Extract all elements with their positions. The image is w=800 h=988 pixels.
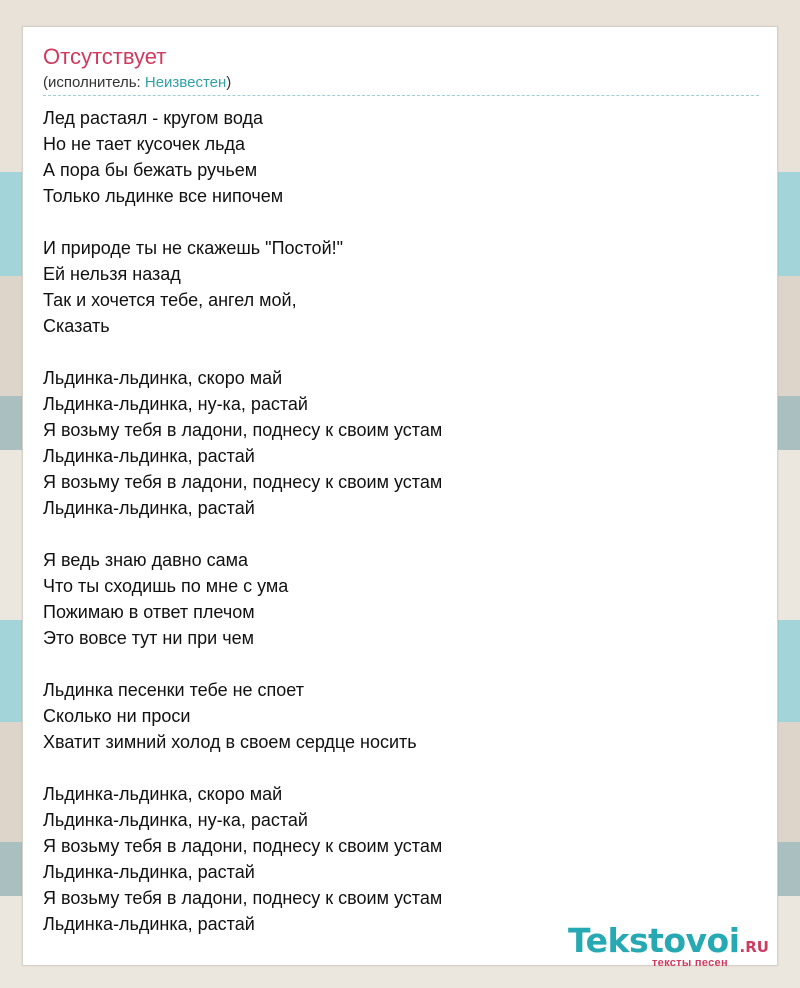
lyric-line: Хватит зимний холод в своем сердце носить — [43, 732, 417, 752]
lyric-line: Пожимаю в ответ плечом — [43, 602, 255, 622]
lyric-line: Так и хочется тебе, ангел мой, — [43, 290, 297, 310]
artist-line — [43, 73, 231, 93]
site-logo[interactable] — [568, 923, 778, 973]
lyric-line: Я возьму тебя в ладони, поднесу к своим устам — [43, 420, 443, 440]
artist-prefix: (исполнитель: — [43, 74, 145, 91]
stanza-break — [43, 339, 759, 365]
dashed-divider — [43, 95, 759, 96]
lyric-line: Льдинка песенки тебе не споет — [43, 680, 304, 700]
lyric-line: Льдинка-льдинка, скоро май — [43, 784, 283, 804]
lyric-line: Льдинка-льдинка, скоро май — [43, 368, 283, 388]
lyric-line: Лед растаял - кругом вода — [43, 108, 263, 128]
lyric-line: Ей нельзя назад — [43, 264, 181, 284]
lyric-line: Я ведь знаю давно сама — [43, 550, 248, 570]
song-title: Отсутствует — [43, 44, 167, 69]
lyric-line: И природе ты не скажешь "Постой!" — [43, 238, 344, 258]
lyric-line: Сказать — [43, 316, 110, 336]
lyric-line: Это вовсе тут ни при чем — [43, 628, 254, 648]
stanza-break — [43, 209, 759, 235]
lyric-line: Льдинка-льдинка, растай — [43, 498, 255, 518]
logo-domain: .RU — [739, 938, 769, 956]
lyric-line: Но не тает кусочек льда — [43, 134, 246, 154]
logo-wordmark: Tekstovoi — [568, 921, 740, 960]
artist-suffix: ) — [226, 74, 232, 91]
lyric-line: Что ты сходишь по мне с ума — [43, 576, 289, 596]
stanza-break — [43, 651, 759, 677]
lyric-line: Я возьму тебя в ладони, поднесу к своим устам — [43, 888, 443, 908]
lyric-line: Сколько ни проси — [43, 706, 191, 726]
lyric-line: Я возьму тебя в ладони, поднесу к своим устам — [43, 472, 443, 492]
lyric-line: А пора бы бежать ручьем — [43, 160, 258, 180]
logo-tagline: тексты песен — [652, 957, 728, 969]
stanza-break — [43, 521, 759, 547]
lyric-line: Я возьму тебя в ладони, поднесу к своим устам — [43, 836, 443, 856]
lyric-line: Льдинка-льдинка, растай — [43, 862, 255, 882]
artist-link[interactable]: Неизвестен — [144, 74, 227, 91]
lyrics-text — [43, 105, 759, 937]
lyric-line: Только льдинке все нипочем — [43, 186, 284, 206]
lyric-line: Льдинка-льдинка, растай — [43, 446, 255, 466]
lyrics-card — [22, 26, 778, 969]
lyric-line: Льдинка-льдинка, растай — [43, 914, 255, 934]
stanza-break — [43, 755, 759, 781]
lyric-line: Льдинка-льдинка, ну-ка, растай — [43, 810, 308, 830]
lyric-line: Льдинка-льдинка, ну-ка, растай — [43, 394, 308, 414]
